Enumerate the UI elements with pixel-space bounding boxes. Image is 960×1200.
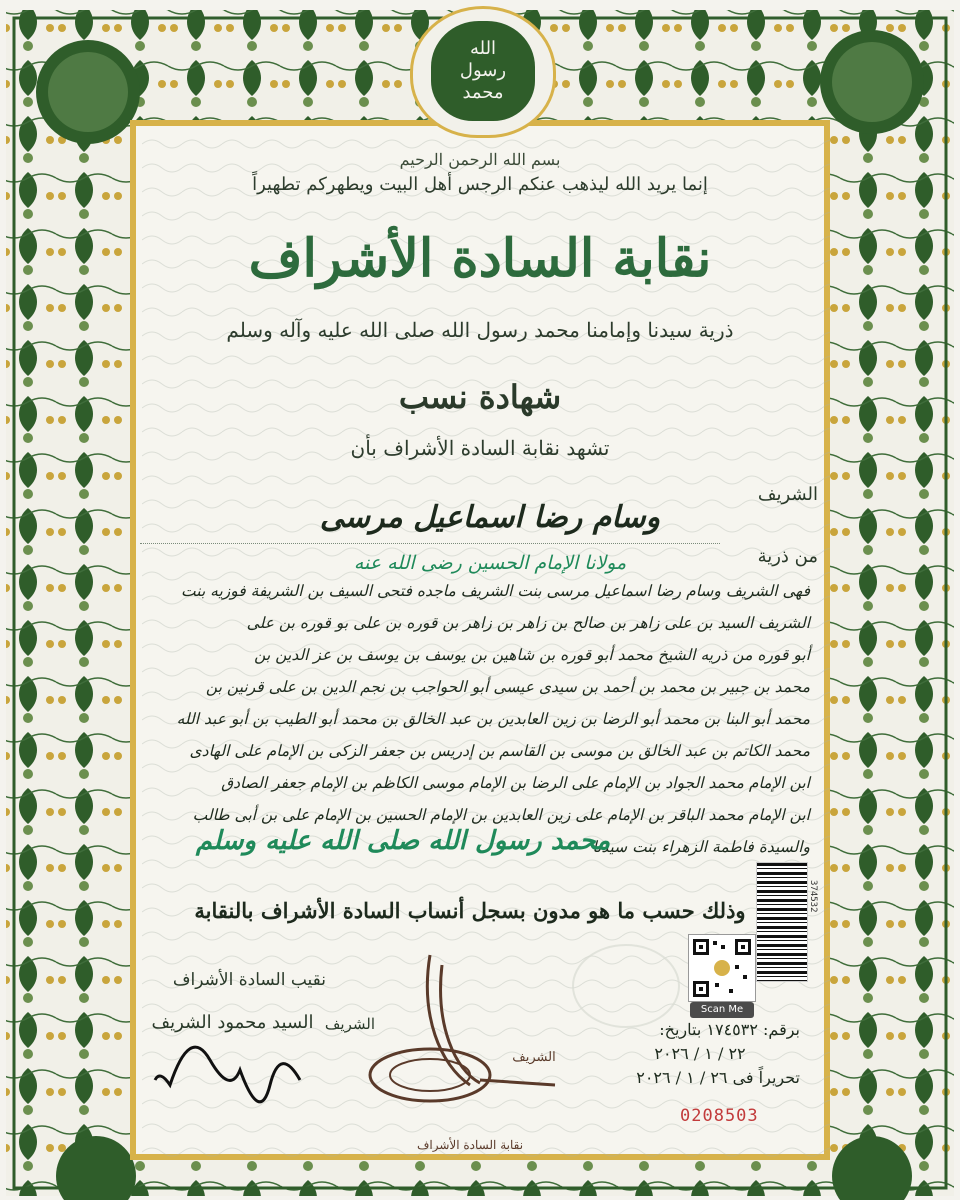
descent-label: من ذرية [757, 546, 818, 567]
issued-date: ٢٦ / ١ / ٢٠٢٦ [636, 1068, 728, 1087]
signature-title: الشريف [324, 1015, 375, 1033]
record-date: ٢٢ / ١ / ٢٠٢٦ [654, 1044, 746, 1063]
medallion-line-2: رسول [459, 60, 507, 81]
lineage-line-2: الشريف السيد بن على زاهر بن صالح بن زاهر بن زاهر بن قوره بن على بو قوره بن على [246, 614, 810, 632]
basmala: بسم الله الرحمن الرحيم [399, 150, 561, 169]
record-number-label: برقم: [763, 1020, 800, 1039]
record-number-row [600, 1020, 800, 1039]
top-medallion [410, 6, 556, 138]
lineage-line-4: محمد بن جبير بن محمد بن أحمد بن سيدى عيسى أبو الحواجب بن نجم الدين بن على قرنين بن [205, 678, 810, 696]
holder-name: وسام رضا اسماعيل مرسى [319, 500, 661, 535]
descent-value: مولانا الإمام الحسين رضى الله عنه [353, 552, 627, 574]
signature-scribble [150, 1040, 310, 1100]
record-date-label: بتاريخ: [659, 1020, 702, 1039]
issued-label: تحريراً فى [732, 1068, 800, 1087]
registry-note: وذلك حسب ما هو مدون بسجل أنساب السادة الأشراف بالنقابة [194, 898, 746, 923]
prophet-name: محمد رسول الله صلى الله عليه وسلم [195, 826, 611, 856]
faint-emblem [572, 944, 680, 1028]
medallion-line-1: الله [469, 38, 497, 59]
record-number: ١٧٤٥٣٢ [706, 1020, 758, 1039]
lineage-line-8: ابن الإمام محمد الباقر بن الإمام على زين العابدين بن الإمام الحسين بن الإمام على بن أبى طالب [192, 806, 810, 824]
barcode [756, 862, 808, 982]
medallion-emblem [431, 21, 535, 121]
signatory-name: السيد محمود الشريف [151, 1012, 314, 1033]
seal-organization: نقابة السادة الأشراف [416, 1138, 524, 1152]
signature-office: نقيب السادة الأشراف [172, 970, 326, 990]
document-title: شهادة نسب [398, 378, 562, 416]
barcode-number: 374532 [808, 880, 818, 913]
lineage-line-5: محمد أبو البنا بن محمد أبو الرضا بن زين العابدين بن عبد الخالق بن محمد أبو الطيب بن أبو عبد الله [176, 710, 810, 728]
scan-me-label: Scan Me [690, 1002, 754, 1018]
lineage-line-1: فهى الشريف وسام رضا اسماعيل مرسى بنت الشريف ماجده فتحى السيف بن الشريفة فوزيه بنت [181, 582, 810, 600]
seal-label: الشريف [512, 1050, 556, 1065]
quran-verse: إنما يريد الله ليذهب عنكم الرجس أهل البيت ويطهركم تطهيراً [252, 174, 708, 195]
lineage-line-6: محمد الكاتم بن عبد الخالق بن موسى بن القاسم بن إدريس بن جعفر الزكى بن الإمام على الهادى [189, 742, 810, 760]
attestation-line: تشهد نقابة السادة الأشراف بأن [350, 436, 610, 460]
serial-number: 0208503 [680, 1106, 759, 1126]
organization-title: نقابة السادة الأشراف [248, 228, 712, 289]
lineage-line-3: أبو قوره من ذريه الشيخ محمد أبو قوره بن شاهين بن يوسف بن يوسف بن عز الدين بن [254, 646, 810, 664]
name-underline [140, 543, 720, 544]
medallion-line-3: محمد [462, 82, 504, 103]
lineage-line-7: ابن الإمام محمد الجواد بن الإمام على الرضا بن الإمام موسى الكاظم بن الإمام جعفر الصادق [221, 774, 810, 792]
qr-code-icon[interactable] [688, 934, 756, 1002]
tughra-seal-icon [360, 945, 560, 1135]
lineage-subtitle: ذرية سيدنا وإمامنا محمد رسول الله صلى الله عليه وآله وسلم [226, 318, 734, 342]
issued-row [630, 1068, 800, 1087]
holder-title-label: الشريف [757, 484, 818, 505]
lineage-line-9: والسيدة فاطمة الزهراء بنت سيدنا [592, 838, 810, 856]
